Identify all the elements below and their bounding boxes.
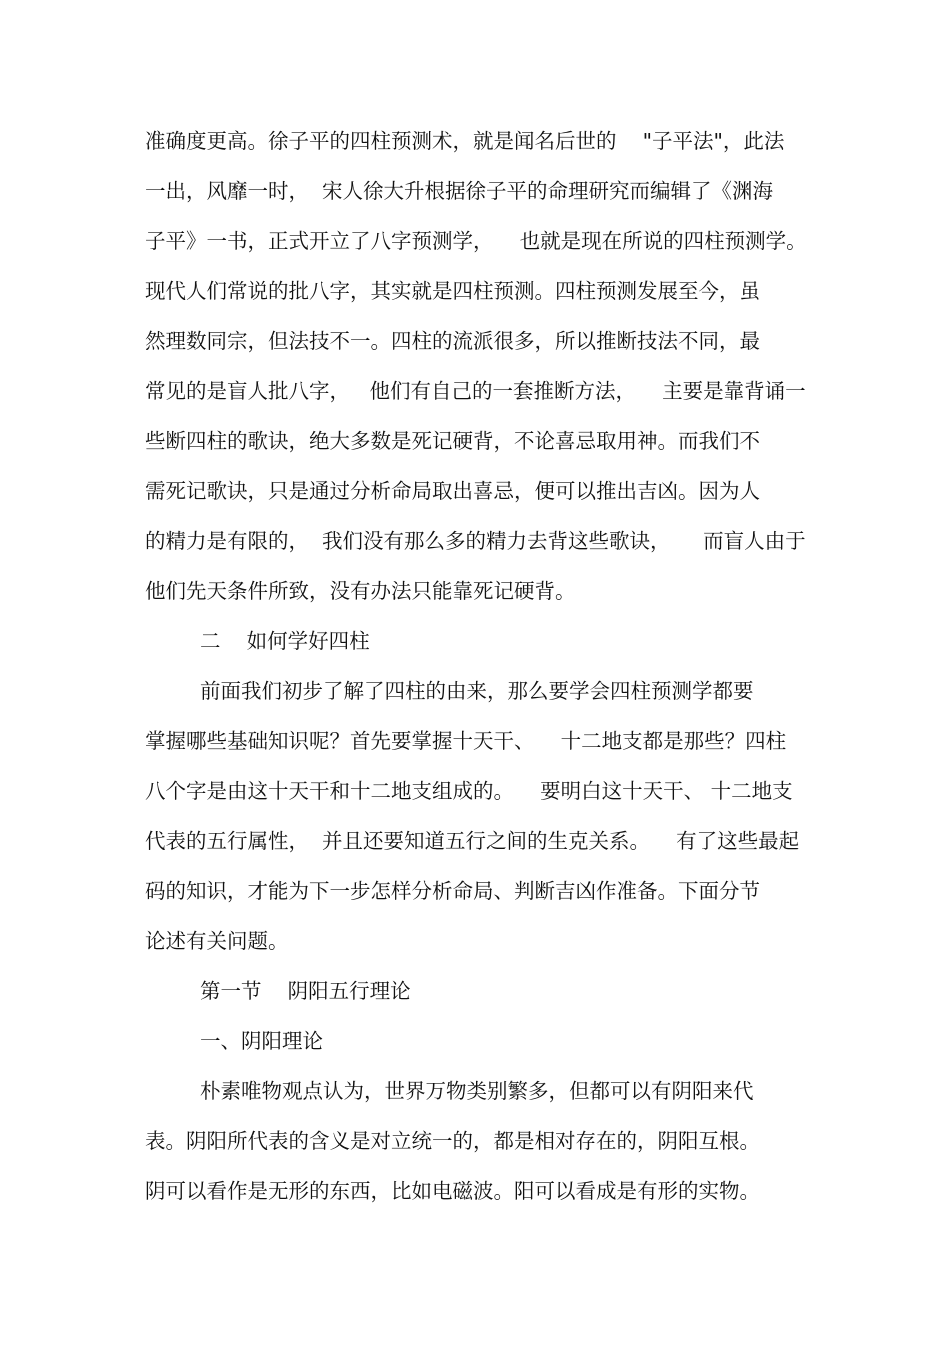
text-line: 然理数同宗，但法技不一。四柱的流派很多，所以推断技法不同，最	[145, 329, 760, 353]
text-line: 子平》一书，正式开立了八字预测学， 也就是现在所说的四柱预测学。	[145, 229, 807, 253]
subsection-heading: 一、阴阳理论	[200, 1029, 323, 1053]
text-line: 前面我们初步了解了四柱的由来，那么要学会四柱预测学都要	[200, 679, 754, 703]
text-line: 些断四柱的歌诀，绝大多数是死记硬背，不论喜忌取用神。而我们不	[145, 429, 760, 453]
text-line: 他们先天条件所致，没有办法只能靠死记硬背。	[145, 579, 576, 603]
text-line: 掌握哪些基础知识呢？首先要掌握十天干、 十二地支都是那些？四柱	[145, 729, 787, 753]
text-line: 表。阴阳所代表的含义是对立统一的，都是相对存在的，阴阳互根。	[145, 1129, 760, 1153]
text-line: 现代人们常说的批八字，其实就是四柱预测。四柱预测发展至今，虽	[145, 279, 760, 303]
text-line: 需死记歌诀，只是通过分析命局取出喜忌，便可以推出吉凶。因为人	[145, 479, 760, 503]
section-heading: 二 如何学好四柱	[200, 629, 370, 653]
text-line: 的精力是有限的， 我们没有那么多的精力去背这些歌诀， 而盲人由于	[145, 529, 806, 553]
section-heading: 第一节 阴阳五行理论	[200, 979, 411, 1003]
text-line: 代表的五行属性， 并且还要知道五行之间的生克关系。 有了这些最起	[145, 829, 800, 853]
text-line: 八个字是由这十天干和十二地支组成的。 要明白这十天干、 十二地支	[145, 779, 793, 803]
text-line: 准确度更高。徐子平的四柱预测术，就是闻名后世的 "子平法"，此法	[145, 129, 785, 153]
text-line: 常见的是盲人批八字， 他们有自己的一套推断方法， 主要是靠背诵一	[145, 379, 806, 403]
text-line: 一出，风靡一时， 宋人徐大升根据徐子平的命理研究而编辑了《渊海	[145, 179, 774, 203]
text-line: 朴素唯物观点认为，世界万物类别繁多，但都可以有阴阳来代	[200, 1079, 754, 1103]
text-line: 阴可以看作是无形的东西，比如电磁波。阳可以看成是有形的实物。	[145, 1179, 760, 1203]
text-line: 码的知识，才能为下一步怎样分析命局、判断吉凶作准备。下面分节	[145, 879, 760, 903]
text-line: 论述有关问题。	[145, 929, 289, 953]
